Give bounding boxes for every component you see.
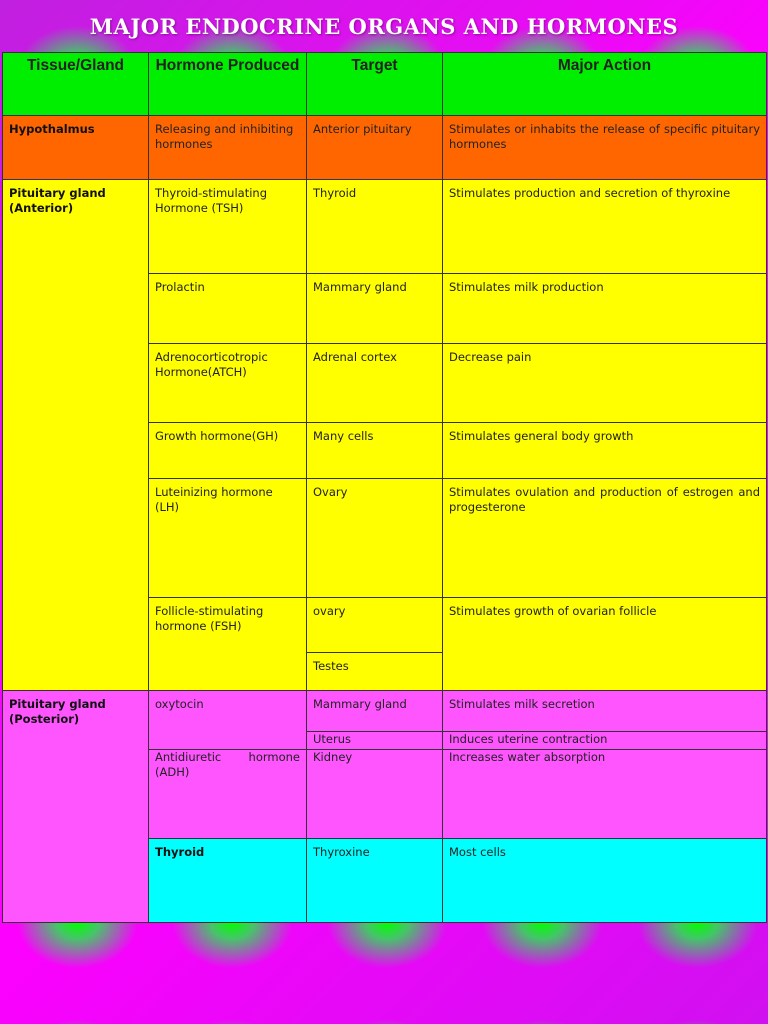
target-cell: Most cells [443,839,767,923]
hormone-cell: Antidiuretic hormone (ADH) [149,750,307,839]
header-row [3,53,767,116]
target-cell: Kidney [307,750,443,839]
hormone-cell: Thyroxine [307,839,443,923]
header-action: Major Action [443,53,767,116]
action-cell: Increases water absorption [443,750,767,839]
table-row-oxytocin [3,691,767,732]
table-row-tsh [3,180,767,274]
action-cell: Stimulates milk secretion [443,691,767,732]
hormone-cell: Prolactin [149,274,307,344]
target-cell: Adrenal cortex [307,344,443,423]
target-cell: Many cells [307,423,443,479]
header-hormone: Hormone Produced [149,53,307,116]
action-cell: Stimulates growth of ovarian follicle [443,598,767,691]
hormone-cell: Releasing and inhibiting hormones [149,116,307,180]
gland-posterior-pituitary: Pituitary gland (Posterior) [3,691,149,923]
action-cell: Decrease pain [443,344,767,423]
hormone-cell: Thyroid-stimulating Hormone (TSH) [149,180,307,274]
target-cell: Mammary gland [307,691,443,732]
endocrine-table [2,52,767,923]
gland-anterior-pituitary: Pituitary gland (Anterior) [3,180,149,691]
target-cell: Testes [307,653,443,691]
target-cell: Mammary gland [307,274,443,344]
header-tissue: Tissue/Gland [3,53,149,116]
hormone-cell: Luteinizing hormone (LH) [149,479,307,598]
action-cell: Stimulates production and secretion of thyroxine [443,180,767,274]
table-row-hypothalamus [3,116,767,180]
action-cell: Stimulates milk production [443,274,767,344]
action-cell: Stimulates ovulation and production of estrogen and progesterone [443,479,767,598]
page-title: MAJOR ENDOCRINE ORGANS AND HORMONES [89,14,679,39]
gland-hypothalamus: Hypothalmus [3,116,149,180]
gland-thyroid: Thyroid [149,839,307,923]
action-cell: Stimulates or inhabits the release of specific pituitary hormones [443,116,767,180]
target-cell: ovary [307,598,443,653]
target-cell: Thyroid [307,180,443,274]
hormone-cell: Follicle-stimulating hormone (FSH) [149,598,307,691]
target-cell: Uterus [307,732,443,750]
hormone-cell: Growth hormone(GH) [149,423,307,479]
header-target: Target [307,53,443,116]
action-cell: Induces uterine contraction [443,732,767,750]
target-cell: Anterior pituitary [307,116,443,180]
target-cell: Ovary [307,479,443,598]
action-cell: Stimulates general body growth [443,423,767,479]
hormone-cell: oxytocin [149,691,307,750]
hormone-cell: Adrenocorticotropic Hormone(ATCH) [149,344,307,423]
